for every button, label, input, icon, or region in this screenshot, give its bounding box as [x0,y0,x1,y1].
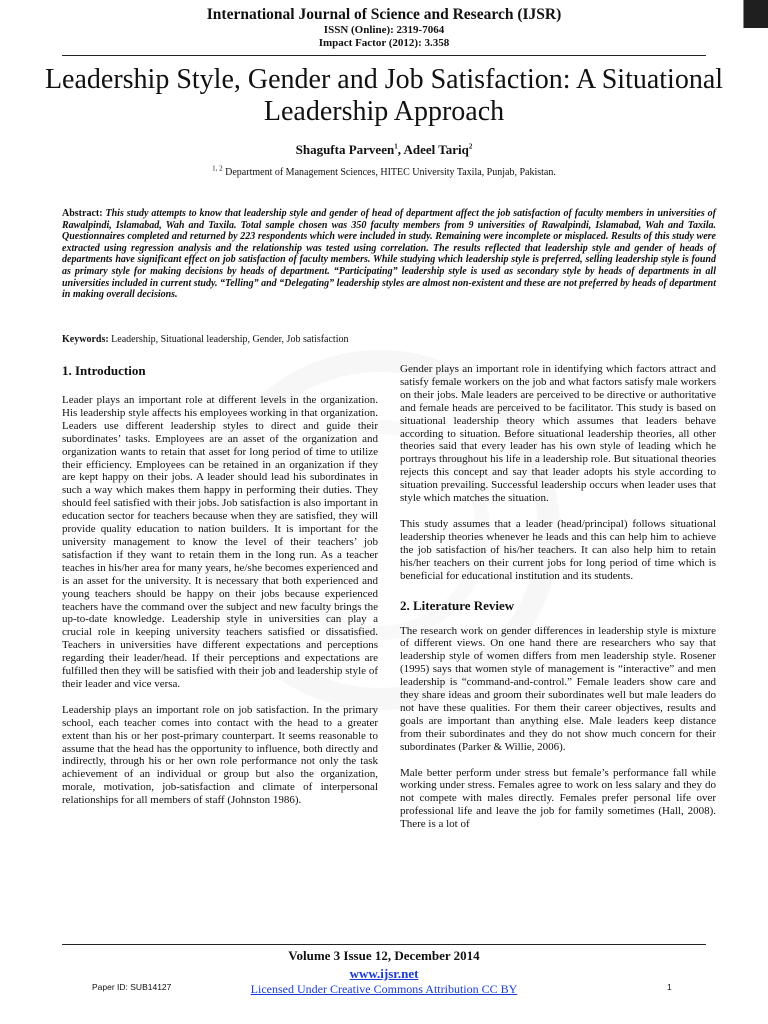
affiliation-text: Department of Management Sciences, HITEC University Taxila, Punjab, Pakistan. [222,167,556,178]
intro-paragraph-1: Leader plays an important role at different levels in the organization. His leadership style affects his employees working in that organization. Leaders use different leadership styles to direct and guide their subordinates’ tasks. Employees are an asset of the organization and organization wants to retain that asset for long period of time to utilize their efficiency. Employees can be retained in an organization if they are kept happy on their jobs. A leader should lead his subordinates in such a way which makes them happy in performing their duties. They should feel satisfied with their jobs. Job satisfaction is also important in education sector for teachers because when they are satisfied, they will provide quality education to nation builders. It is important for the university management to know the level of their teachers’ job satisfaction if they want to retain them in the long run. As a teacher teaches in his/her area for many years, he/she becomes experienced and is an asset for the university. It is necessary that both experienced and young teachers should be happy on their jobs because experienced teachers have the command over the subject and new faculty brings the up-to-date knowledge. Leadership style in universities can play a crucial role in keeping university teachers satisfied or dissatisfied. Teachers in universities have different expectations and perceptions regarding their leader/head. If their perceptions and expectations are fulfilled then they will be satisfied with their job and leadership style of their leader and vice versa. [62,394,378,690]
abstract [62,208,716,301]
section-heading-introduction: 1. Introduction [62,363,146,378]
authors [0,142,768,158]
footer-website-link[interactable]: www.ijsr.net [349,966,419,981]
author-2: Adeel Tariq [403,142,469,157]
literature-paragraph-1: The research work on gender differences in leadership style is mixture of different views. On one hand there are researchers who say that leadership style of women differs from men leadership style. Rosener (1995) says that women style of management is “interactive” and men leadership is “command-and-control.” Female leaders show care and they share ideas and groom their subordinates well but male leaders do not have these qualities. For them their career objectives, results and goals are important than anything else. Male leaders keep distance from their subordinates and they do not show much concern for their subordinates (Parker & Willie, 2006). [400,624,716,753]
page-number: 1 [667,982,672,992]
gender-paragraph: Gender plays an important role in identifying which factors attract and satisfy female workers on the job and what factors satisfy male workers on their jobs. Male leaders are perceived to be directive or authoritative and female heads are perceived to be facilitator. This study is based on situational leadership theory which assumes that leaders behave according to situation. Before situational leadership theories, all other theories said that every leader has his own style of leading which he portrays throughout his life in a leadership role. But situational theories rejects this concept and say that leader adopts his style according to situation prevailing. Successful leadership occurs when leader uses that style which matches the situation. [400,363,716,505]
journal-header [0,6,768,50]
abstract-text: This study attempts to know that leadership style and gender of head of department affect the job satisfaction of faculty members in universities of Rawalpindi, Islamabad, Wah and Taxila. Total sample chosen was 350 faculty members from 9 universities of Rawalpindi, Islamabad, Wah and Taxila. Questionnaires completed and returned by 223 respondents which were included in study. Remaining were incomplete or misplaced. Results of this study were extracted using regression analysis and the relationship was tested using correlation. The results reflected that leadership style and gender of heads of departments have significant effect on job satisfaction of faculty members. While studying which leadership style is preferred, selling leadership style is found as primary style for making decisions by heads of department. “Participating” leadership style is used as secondary style by heads of departments in all universities included in current study. “Telling” and “Delegating” leadership styles are almost non-existent and these are not preferred by heads of department in making overall decisions. [62,208,716,301]
right-column [400,363,716,831]
footer-rule [62,944,706,945]
intro-paragraph-2: Leadership plays an important role on job satisfaction. In the primary school, each teacher comes into contact with the head to a greater extent than his or her post-primary counterpart. It seems reasonable to assume that the head has the opportunity to influence, both directly and indirectly, through his or her own role performance not only the task achievement of an individual or group but also the organization, morale, motivation, job-satisfaction and climate of interpersonal relationships for all members of staff (Johnston 1986). [62,703,378,807]
footer-volume: Volume 3 Issue 12, December 2014 [288,948,480,963]
impact-factor: Impact Factor (2012): 3.358 [318,37,450,49]
author-1-sup: 1 [394,142,398,151]
keywords-text: Leadership, Situational leadership, Gender, Job satisfaction [111,334,349,345]
keywords-label: Keywords: [62,334,112,345]
paper-title: Leadership Style, Gender and Job Satisfaction: A Situational Leadership Approach [44,64,724,127]
journal-name: International Journal of Science and Research (IJSR) [206,6,562,23]
abstract-label: Abstract: [62,208,106,219]
issn: ISSN (Online): 2319-7064 [323,24,445,36]
affiliation [0,164,768,178]
author-2-sup: 2 [468,142,473,151]
keywords [62,334,716,345]
footer-license-link[interactable]: Licensed Under Creative Commons Attribution CC BY [250,982,518,996]
literature-paragraph-2: Male better perform under stress but female’s performance fall while working under stress. Females agree to work on less salary and they do not compete with males directly. Females prefer personal life over professional life and leave the job for family sometimes (Hall, 2008). There is a lot of [400,766,716,831]
affiliation-sup: 1, 2 [212,164,223,173]
header-rule [62,55,706,56]
section-heading-literature-review: 2. Literature Review [400,597,515,613]
left-column [62,362,378,807]
paper-id: Paper ID: SUB14127 [92,982,172,992]
assumption-paragraph: This study assumes that a leader (head/principal) follows situational leadership theories whenever he leads and this can help him to achieve the job satisfaction of his/her teachers. It can also help him to retain his/her teachers on their current jobs for long period of time which is beneficial for educational institution and its students. [400,517,716,582]
author-separator: , [397,142,404,157]
author-1: Shagufta Parveen [295,142,395,157]
